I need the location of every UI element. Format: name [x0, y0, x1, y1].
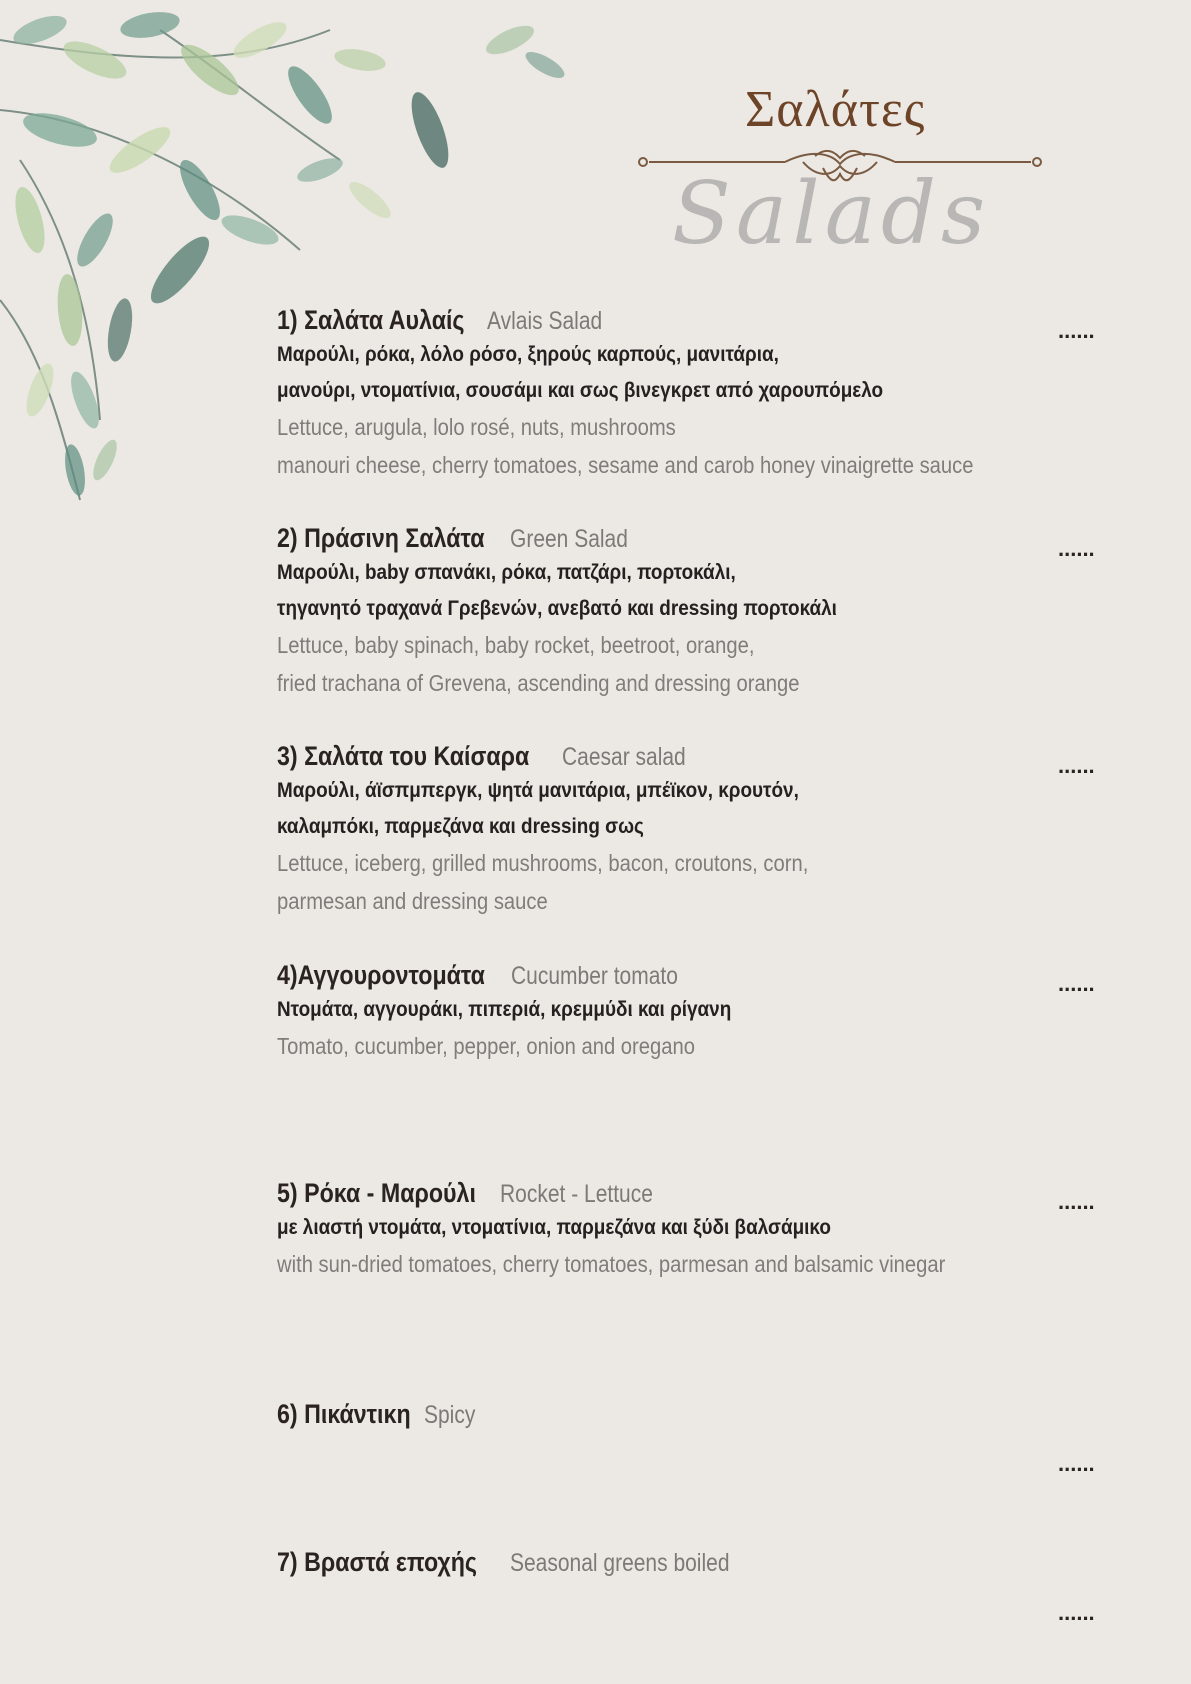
item-description-greek: Μαρούλι, baby σπανάκι, ρόκα, πατζάρι, πορτοκάλι, [277, 560, 736, 584]
item-title-english: Cucumber tomato [510, 962, 678, 990]
item-price: ...... [1058, 318, 1095, 343]
item-price: ...... [1058, 971, 1095, 996]
item-description-english: fried trachana of Grevena, ascending and dressing orange [277, 670, 800, 696]
item-description-greek: με λιαστή ντομάτα, ντοματίνια, παρμεζάνα και ξύδι βαλσάμικο [277, 1215, 831, 1239]
item-title-greek: 1) Σαλάτα Αυλαίς [277, 305, 465, 335]
menu-item [277, 960, 1127, 1065]
menu-item [277, 1399, 1127, 1430]
item-title-english: Spicy [424, 1401, 476, 1429]
item-description-greek: τηγανητό τραχανά Γρεβενών, ανεβατό και dressing πορτοκάλι [277, 596, 837, 620]
item-title-greek: 3) Σαλάτα του Καίσαρα [277, 741, 530, 771]
item-description-greek: Μαρούλι, ρόκα, λόλο ρόσο, ξηρούς καρπούς, μανιτάρια, [277, 342, 779, 366]
item-price: ...... [1058, 753, 1095, 778]
item-title-english: Caesar salad [562, 743, 687, 771]
item-title-english: Seasonal greens boiled [509, 1549, 730, 1577]
item-description-english: Lettuce, arugula, lolo rosé, nuts, mushrooms [277, 414, 676, 440]
item-description-english: manouri cheese, cherry tomatoes, sesame and carob honey vinaigrette sauce [277, 452, 974, 478]
item-title-greek: 6) Πικάντικη [277, 1399, 411, 1429]
item-price: ...... [1058, 1451, 1095, 1476]
item-description-english: Lettuce, baby spinach, baby rocket, beetroot, orange, [277, 632, 755, 658]
item-description-english: with sun-dried tomatoes, cherry tomatoes, parmesan and balsamic vinegar [277, 1251, 946, 1277]
menu-item [277, 741, 1127, 920]
item-description-greek: Μαρούλι, άϊσπμπεργκ, ψητά μανιτάρια, μπέϊκον, κρουτόν, [277, 778, 799, 802]
item-description-english: Tomato, cucumber, pepper, onion and oregano [277, 1033, 695, 1059]
menu-item [277, 1547, 1127, 1578]
item-description-greek: Ντομάτα, αγγουράκι, πιπεριά, κρεμμύδι και ρίγανη [277, 997, 732, 1021]
item-price: ...... [1058, 1189, 1095, 1214]
item-description-english: Lettuce, iceberg, grilled mushrooms, bacon, croutons, corn, [277, 850, 809, 876]
item-price: ...... [1058, 1600, 1095, 1625]
item-description-english: parmesan and dressing sauce [277, 888, 548, 914]
item-title-english: Green Salad [510, 525, 629, 553]
item-description-greek: καλαμπόκι, παρμεζάνα και dressing σως [277, 814, 644, 838]
item-title-greek: 4)Αγγουροντομάτα [277, 960, 485, 990]
menu-item [277, 305, 1127, 484]
item-title-english: Rocket - Lettuce [500, 1180, 654, 1208]
menu-item [277, 1178, 1127, 1283]
item-title-english: Avlais Salad [487, 307, 603, 335]
item-title-greek: 7) Βραστά εποχής [277, 1547, 477, 1577]
item-title-greek: 5) Ρόκα - Μαρούλι [277, 1178, 476, 1208]
item-price: ...... [1058, 536, 1095, 561]
item-description-greek: μανούρι, ντοματίνια, σουσάμι και σως βινεγκρετ από χαρουπόμελο [277, 378, 884, 402]
item-title-greek: 2) Πράσινη Σαλάτα [277, 523, 485, 553]
menu-item [277, 523, 1127, 702]
section-title-greek: Σαλάτες [745, 81, 926, 138]
section-title-english: Salads [672, 164, 991, 264]
